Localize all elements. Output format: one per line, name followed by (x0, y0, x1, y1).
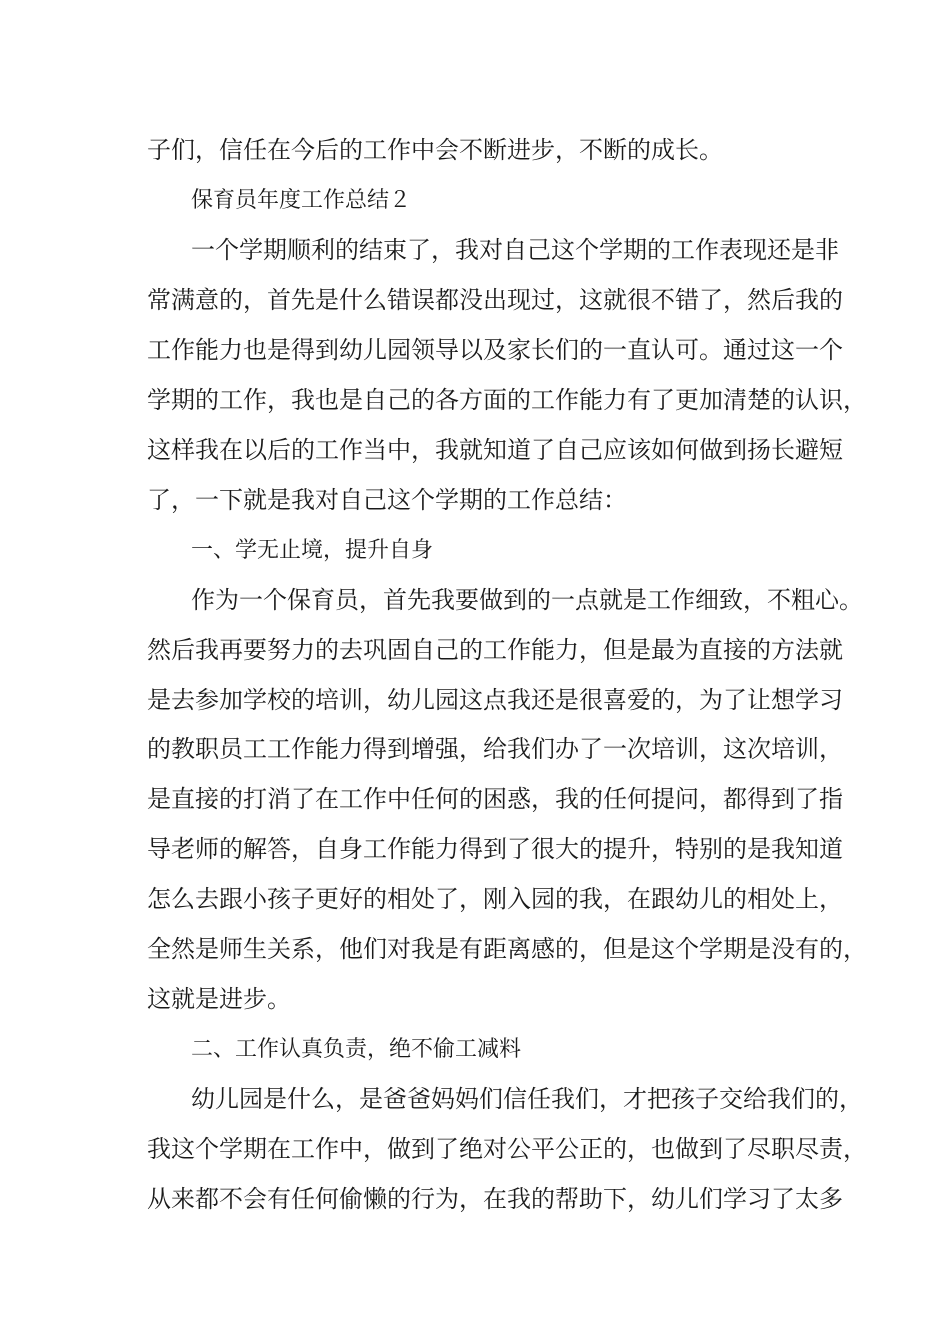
text-line: 怎么去跟小孩子更好的相处了，刚入园的我，在跟幼儿的相处上， (147, 885, 843, 913)
text-line: 幼儿园是什么，是爸爸妈妈们信任我们，才把孩子交给我们的， (191, 1085, 863, 1113)
text-line: 然后我再要努力的去巩固自己的工作能力，但是最为直接的方法就 (147, 636, 843, 664)
text-line: 从来都不会有任何偷懒的行为，在我的帮助下，幼儿们学习了太多 (147, 1185, 843, 1213)
section-heading: 二、工作认真负责，绝不偷工减料 (191, 1037, 522, 1062)
text-line: 的教职员工工作能力得到增强，给我们办了一次培训，这次培训， (147, 735, 843, 763)
text-line: 导老师的解答，自身工作能力得到了很大的提升，特别的是我知道 (147, 835, 843, 863)
text-line: 是去参加学校的培训，幼儿园这点我还是很喜爱的，为了让想学习 (147, 686, 843, 714)
text-line: 作为一个保育员，首先我要做到的一点就是工作细致，不粗心。 (191, 586, 863, 614)
section-heading: 一、学无止境，提升自身 (191, 538, 434, 563)
text-line: 这就是进步。 (147, 985, 291, 1013)
text-line: 学期的工作，我也是自己的各方面的工作能力有了更加清楚的认识， (147, 386, 867, 414)
text-line: 我这个学期在工作中，做到了绝对公平公正的，也做到了尽职尽责， (147, 1135, 867, 1163)
text-line: 全然是师生关系，他们对我是有距离感的，但是这个学期是没有的， (147, 935, 867, 963)
text-line: 这样我在以后的工作当中，我就知道了自己应该如何做到扬长避短 (147, 436, 843, 464)
text-line: 工作能力也是得到幼儿园领导以及家长们的一直认可。通过这一个 (147, 336, 843, 364)
text-line: 了，一下就是我对自己这个学期的工作总结： (147, 486, 627, 514)
text-line: 是直接的打消了在工作中任何的困惑，我的任何提问，都得到了指 (147, 785, 843, 813)
text-line: 常满意的，首先是什么错误都没出现过，这就很不错了，然后我的 (147, 286, 843, 314)
text-line: 一个学期顺利的结束了，我对自己这个学期的工作表现还是非 (191, 236, 839, 264)
section-title: 保育员年度工作总结２ (191, 188, 412, 213)
text-line: 子们，信任在今后的工作中会不断进步，不断的成长。 (147, 136, 723, 164)
